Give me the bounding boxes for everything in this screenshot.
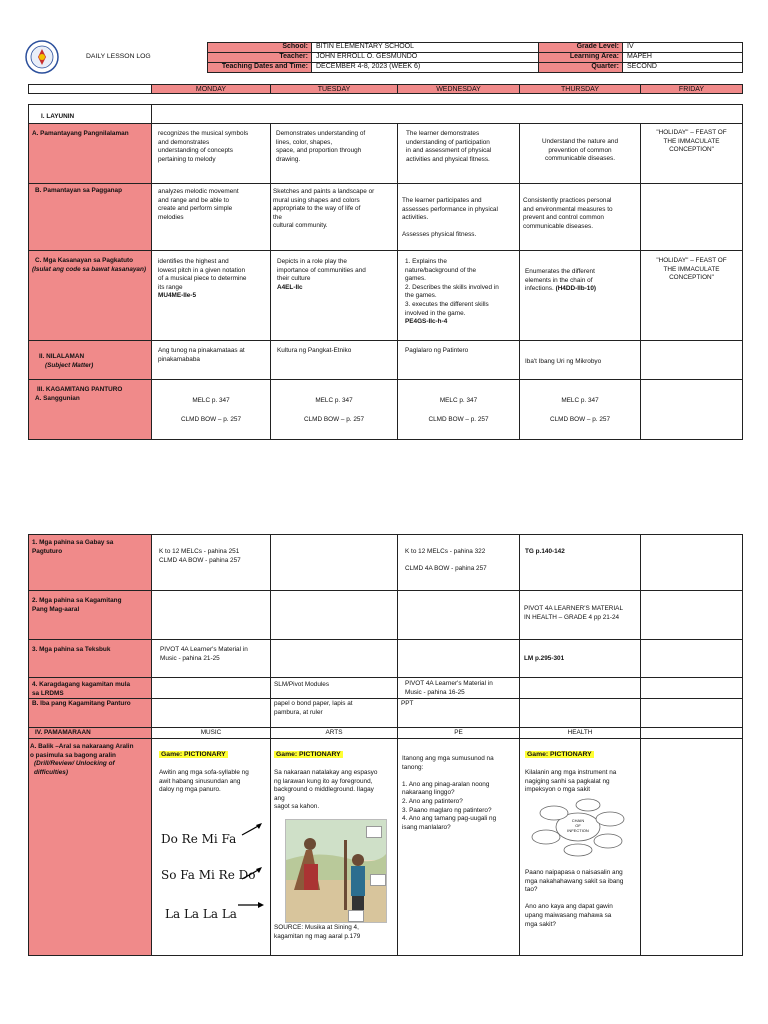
- dates-value: DECEMBER 4-8, 2023 (WEEK 6): [316, 63, 421, 70]
- grade-label: Grade Level:: [576, 43, 619, 50]
- solfa-line-2: So Fa Mi Re Do: [161, 868, 256, 882]
- health-questions: Paano naipapasa o naisasalin ang mga nakahahawang sakit sa ibang tao? Ano ano kaya ang dapat gawin upang maiwasang mahawa sa mga sakit?: [525, 869, 624, 928]
- music-instructions: Awitin ang mga sofa-syllable ng awit habang sinusundan ang daloy ng mga panuro.: [159, 769, 249, 794]
- nilalaman-tue-text: Kultura ng Pangkat-Etniko: [277, 347, 352, 354]
- row-c-tue-code: A4EL-IIc: [277, 283, 303, 291]
- r4-wed: [397, 677, 520, 699]
- row-c-wed: [397, 250, 520, 341]
- answer-box[interactable]: [366, 826, 382, 838]
- row-a-wed-text: The learner demonstrates understanding of participation in and assessment of physical activities and physical fitness.: [406, 130, 492, 163]
- row-c-fri: [640, 250, 743, 341]
- row-b-mon: [151, 183, 271, 251]
- kagamitan-label-cell: [28, 379, 152, 440]
- nilalaman-sub: (Subject Matter): [45, 361, 94, 369]
- sanggunian-thu: [519, 379, 641, 440]
- day-friday: FRIDAY: [640, 84, 743, 94]
- nilalaman-thu-text: Iba't Ibang Uri ng Mikrobyo: [525, 358, 602, 365]
- pointer-arrow-icon: [236, 899, 266, 911]
- row-b-thu: [519, 183, 641, 251]
- row-c-mon-text: identifies the highest and lowest pitch in a given notation of a musical piece to determine its range: [158, 258, 247, 291]
- row-b-wed: [397, 183, 520, 251]
- row-c-label-cell: [28, 250, 152, 341]
- gabay-mon-text: K to 12 MELCs - pahina 251 CLMD 4A BOW - pahina 257: [159, 548, 241, 564]
- iba-pang-kagamitan-label: B. Iba pang Kagamitang Panturo: [32, 700, 131, 707]
- arts-source: SOURCE: Musika at Sining 4, kagamitan ng mag aaral p.179: [274, 924, 361, 940]
- day-tuesday: TUESDAY: [270, 84, 398, 94]
- answer-box[interactable]: [348, 910, 364, 922]
- r5-tue: [270, 698, 398, 728]
- r5-thu: [519, 698, 641, 728]
- sanggunian-tue-clmd: CLMD BOW – p. 257: [303, 415, 365, 423]
- gabay-wed: [397, 534, 520, 591]
- teacher-value: JOHN ERROLL O. GESMUNDO: [316, 53, 418, 60]
- nilalaman-fri: [640, 340, 743, 380]
- row-b-label: B. Pamantayan sa Pagganap: [35, 187, 123, 194]
- r2-tue: [270, 590, 398, 640]
- r3-mon: [151, 639, 271, 678]
- sanggunian-wed: [397, 379, 520, 440]
- dates-label: Teaching Dates and Time:: [221, 63, 308, 70]
- r4-wed-text: PIVOT 4A Learner's Material in Music - pahina 16-25: [405, 680, 493, 696]
- row-b-wed-text: The learner participates and assesses performance in physical activities. Assesses physical fitness.: [402, 197, 498, 239]
- day-wednesday: WEDNESDAY: [397, 84, 520, 94]
- gabay-mon: [151, 534, 271, 591]
- r5-wed: [397, 698, 520, 728]
- nilalaman-wed: [397, 340, 520, 380]
- ethnic-scene-illustration: [285, 819, 387, 923]
- sanggunian-fri: [640, 379, 743, 440]
- r4-mon: [151, 677, 271, 699]
- row-b-tue: [270, 183, 398, 251]
- row-a-tue-text: Demonstrates understanding of lines, color, shapes, space, and proportion through drawing.: [276, 130, 366, 163]
- row-a-fri: [640, 123, 743, 184]
- head-health-text: HEALTH: [567, 729, 593, 736]
- gabay-label-cell: [28, 534, 152, 591]
- school-label: School:: [282, 43, 308, 50]
- r3-thu: [519, 639, 641, 678]
- row-a-thu-text: Understand the nature and prevention of common communicable diseases.: [541, 138, 619, 163]
- gabay-tue: [270, 534, 398, 591]
- deped-seal: [25, 40, 59, 74]
- day-thursday: THURSDAY: [519, 84, 641, 94]
- r3-thu-text: LM p.295-301: [524, 655, 565, 662]
- r3-tue: [270, 639, 398, 678]
- gabay-fri: [640, 534, 743, 591]
- sanggunian-mon-clmd: CLMD BOW – p. 257: [180, 415, 242, 423]
- row-b-tue-text: Sketches and paints a landscape or mural using shapes and colors appropriate to the way of life of the cultural community.: [273, 188, 375, 230]
- row-b-fri: [640, 183, 743, 251]
- row-b-thu-text: Consistently practices personal and environmental measures to prevent and control common communicable diseases.: [523, 197, 613, 230]
- quarter-value: SECOND: [627, 63, 657, 70]
- teksbuk-label: 3. Mga pahina sa Teksbuk: [32, 646, 111, 653]
- r5-wed-text: PPT: [401, 700, 414, 707]
- health-instructions: Kilalanin ang mga instrument na nagiging sanhi sa pagkalat ng impeksyon o mga sakit: [525, 769, 617, 794]
- r5-tue-text: papel o bond paper, lapis at pambura, at ruler: [274, 700, 353, 716]
- row-c-label: C. Mga Kasanayan sa Pagkatuto: [35, 257, 134, 264]
- gabay-thu: [519, 534, 641, 591]
- gabay-wed-text: K to 12 MELCs - pahina 322 CLMD 4A BOW - pahina 257: [405, 548, 487, 573]
- health-review-cell: [519, 738, 641, 956]
- quarter-label-cell: [538, 62, 623, 73]
- row-c-tue-text: Depicts in a role play the importance of communities and their culture: [277, 258, 366, 283]
- layunin-content-cell: [151, 104, 743, 124]
- sanggunian-label: A. Sanggunian: [35, 394, 80, 402]
- dates-label-cell: [207, 62, 312, 73]
- row-a-wed: [397, 123, 520, 184]
- game-label-health: Game: PICTIONARY: [527, 751, 592, 758]
- head-music-text: MUSIC: [200, 729, 222, 736]
- row-c-tue: [270, 250, 398, 341]
- game-label-music: Game: PICTIONARY: [161, 751, 226, 758]
- row-c-mon-code: MU4ME-IIe-5: [158, 292, 196, 300]
- nilalaman-label: II. NILALAMAN: [39, 353, 85, 360]
- pe-review-cell: [397, 738, 520, 956]
- sanggunian-tue-melc: MELC p. 347: [315, 397, 353, 404]
- gabay-label: 1. Mga pahina sa Gabay sa Pagtuturo: [32, 539, 114, 555]
- school-value: BITIN ELEMENTARY SCHOOL: [316, 43, 415, 50]
- chain-of-infection-diagram: [528, 797, 628, 857]
- nilalaman-mon: [151, 340, 271, 380]
- solfa-line-3: La La La La: [165, 907, 237, 921]
- lrdms-label: 4. Karagdagang kagamitan mula sa LRDMS: [32, 681, 131, 697]
- row-a-tue: [270, 123, 398, 184]
- teacher-label: Teacher:: [279, 53, 308, 60]
- row-c-thu-code: (H4DD-IIb-10): [555, 285, 597, 293]
- row-c-wed-text: 1. Explains the nature/background of the games. 2. Describes the skills involved in the games. 3. executes the different skills involved in the game.: [405, 258, 499, 317]
- r2-mon: [151, 590, 271, 640]
- teksbuk-label-cell: [28, 639, 152, 678]
- r2-thu: [519, 590, 641, 640]
- row-c-fri-text: "HOLIDAY" – FEAST OF THE IMMACULATE CONCEPTION": [656, 257, 727, 282]
- review-fri: [640, 738, 743, 956]
- nilalaman-tue: [270, 340, 398, 380]
- r3-wed: [397, 639, 520, 678]
- quarter-label: Quarter:: [591, 63, 619, 70]
- sanggunian-thu-melc: MELC p. 347: [561, 397, 599, 404]
- iba-pang-kagamitan-label-cell: [28, 698, 152, 728]
- balik-aral-label-cell: [28, 738, 152, 956]
- day-row-blank: [28, 84, 152, 94]
- nilalaman-label-cell: [28, 340, 152, 380]
- gabay-thu-text: TG p.140-142: [525, 548, 565, 555]
- nilalaman-mon-text: Ang tunog na pinakamataas at pinakamababa: [158, 347, 245, 363]
- r5-mon: [151, 698, 271, 728]
- r3-mon-text: PIVOT 4A Learner's Material in Music - pahina 21-25: [160, 646, 248, 662]
- row-a-label-cell: [28, 123, 152, 184]
- r2-wed: [397, 590, 520, 640]
- grade-value: IV: [627, 43, 634, 50]
- layunin-label: I. LAYUNIN: [41, 113, 75, 120]
- r4-thu: [519, 677, 641, 699]
- kagamitang-pang-mag-aaral-label: 2. Mga pahina sa Kagamitang Pang Mag-aaral: [32, 597, 122, 613]
- row-c-wed-code: PE4GS-IIc-h-4: [405, 318, 448, 326]
- pamamaraan-label: IV. PAMAMARAAN: [35, 729, 91, 736]
- r4-tue: [270, 677, 398, 699]
- head-arts-text: ARTS: [325, 729, 343, 736]
- row-c-mon: [151, 250, 271, 341]
- row-a-mon-text: recognizes the musical symbols and demonstrates understanding of concepts pertaining to melody: [158, 130, 249, 163]
- lrdms-label-cell: [28, 677, 152, 699]
- sanggunian-wed-melc: MELC p. 347: [439, 397, 478, 404]
- quarter-value-cell: [622, 62, 743, 73]
- r2-fri: [640, 590, 743, 640]
- r5-fri: [640, 698, 743, 728]
- balik-aral-label: A. Balik –Aral sa nakaraang Aralin o pasimula sa bagong aralin: [30, 743, 134, 759]
- dates-value-cell: [311, 62, 539, 73]
- row-a-label: A. Pamantayang Pangnilalaman: [32, 130, 129, 137]
- sanggunian-mon: [151, 379, 271, 440]
- area-label: Learning Area:: [569, 53, 619, 60]
- solfa-line-1: Do Re Mi Fa: [161, 832, 237, 846]
- area-value: MAPEH: [627, 53, 652, 60]
- row-a-mon: [151, 123, 271, 184]
- r4-tue-text: SLM/Pivot Modules: [274, 681, 330, 688]
- kagamitang-pang-mag-aaral-label-cell: [28, 590, 152, 640]
- row-b-label-cell: [28, 183, 152, 251]
- r4-fri: [640, 677, 743, 699]
- row-a-thu: [519, 123, 641, 184]
- pointer-arrow-icon: [240, 865, 266, 881]
- sanggunian-wed-clmd: CLMD BOW – p. 257: [428, 415, 489, 423]
- row-b-mon-text: analyzes melodic movement and range and be able to create and perform simple melodies: [158, 188, 239, 221]
- row-a-fri-text: "HOLIDAY" – FEAST OF THE IMMACULATE CONCEPTION": [656, 129, 727, 154]
- arts-review-cell: [270, 738, 398, 956]
- doc-title: DAILY LESSON LOG: [86, 53, 151, 60]
- row-c-sub: (Isulat ang code sa bawat kasanayan): [32, 265, 147, 273]
- game-label-arts: Game: PICTIONARY: [276, 751, 341, 758]
- kagamitan-label: III. KAGAMITANG PANTURO: [37, 386, 123, 393]
- pe-questions: Itanong ang mga sumusunod na tanong: 1. Ano ang pinag-aralan noong nakaraang linggo? 2. Ano ang patintero? 3. Paano maglaro ng patintero? 4. Ano ang tamang pag-uugali ng isang manlalaro?: [402, 755, 497, 831]
- head-pe-text: PE: [454, 729, 463, 736]
- music-review-cell: [151, 738, 271, 956]
- sanggunian-thu-clmd: CLMD BOW – p. 257: [549, 415, 611, 423]
- answer-box[interactable]: [370, 874, 386, 886]
- pointer-arrow-icon: [240, 821, 266, 837]
- nilalaman-wed-text: Paglalaro ng Patintero: [405, 347, 469, 354]
- sanggunian-tue: [270, 379, 398, 440]
- row-c-thu: [519, 250, 641, 341]
- r3-fri: [640, 639, 743, 678]
- sanggunian-mon-melc: MELC p. 347: [192, 397, 230, 404]
- nilalaman-thu: [519, 340, 641, 380]
- chain-center-label: CHAIN OF INFECTION: [567, 818, 589, 833]
- day-monday: MONDAY: [151, 84, 271, 94]
- row-c-thu-text: Enumerates the different elements in the chain of infections.: [525, 268, 595, 293]
- balik-aral-sub: (Drill/Review/ Unlocking of difficulties): [34, 760, 115, 776]
- r2-thu-text: PIVOT 4A LEARNER'S MATERIAL IN HEALTH – GRADE 4 pp 21-24: [524, 605, 624, 621]
- arts-instructions: Sa nakaraan natalakay ang espasyo ng larawan kung ito ay foreground, background o middleground. Ilagay ang sagot sa kahon.: [274, 769, 378, 811]
- layunin-label-cell: [28, 104, 152, 124]
